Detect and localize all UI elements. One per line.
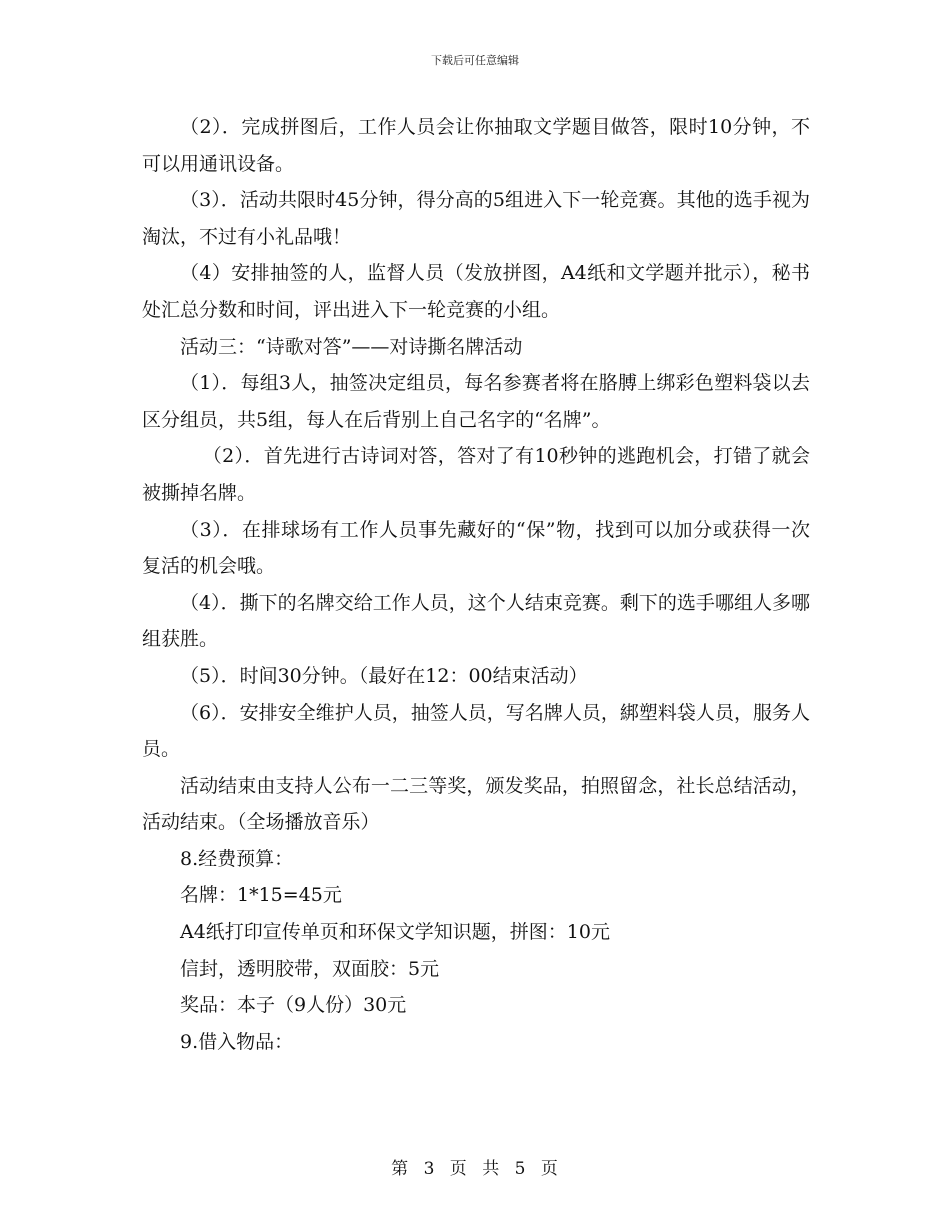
budget-item: 信封，透明胶带，双面胶：5元 — [180, 957, 440, 980]
paragraph: （2）．完成拼图后，工作人员会让你抽取文学题目做答，限时10分钟，不可以用通讯设备。 — [142, 116, 810, 175]
section-heading: 9.借入物品： — [180, 1030, 294, 1053]
section-heading: 8.经费预算： — [180, 847, 294, 870]
paragraph: （3）．在排球场有工作人员事先藏好的“保”物，找到可以加分或获得一次复活的机会哦。 — [142, 518, 810, 578]
paragraph: （4）．撕下的名牌交给工作人员，这个人结束竞赛。剩下的选手哪组人多哪组获胜。 — [142, 591, 810, 651]
paragraph: 活动结束由支持人公布一二三等奖，颁发奖品，拍照留念，社长总结活动，活动结束。（全场播放音乐） — [142, 774, 810, 834]
paragraph: （6）．安排安全维护人员，抽签人员，写名牌人员，綁塑料袋人员，服务人员。 — [142, 701, 810, 761]
budget-item: 奖品：本子（9人份）30元 — [180, 994, 407, 1017]
budget-item: A4纸打印宣传单页和环保文学知识题，拼图：10元 — [180, 921, 610, 944]
total-pages-number: 5 — [514, 1159, 527, 1179]
paragraph: （2）．首先进行古诗词对答，答对了有10秒钟的逃跑机会，打错了就会被撕掉名牌。 — [142, 445, 810, 504]
footer-label: 共 — [482, 1159, 501, 1179]
paragraph: （4）安排抽签的人，监督人员（发放拼图，A4纸和文学题并批示），秘书处汇总分数和时间，评出进入下一轮竞赛的小组。 — [142, 262, 810, 321]
footer-label: 页 — [540, 1159, 559, 1179]
document-body — [142, 109, 810, 1060]
paragraph: （5）．时间30分钟。（最好在12：00结束活动） — [180, 664, 588, 687]
paragraph: （1）．每组3人，抽签决定组员，每名参赛者将在胳膊上绑彩色塑料袋以去区分组员，共5组，每人在后背别上自己名字的“名牌”。 — [142, 372, 810, 431]
section-heading: 活动三：“诗歌对答”——对诗撕名牌活动 — [180, 335, 523, 358]
footer-label: 第 — [391, 1159, 410, 1179]
page-header: 下载后可任意编辑 — [431, 54, 519, 67]
current-page-number: 3 — [423, 1159, 436, 1179]
page-footer — [0, 1154, 950, 1179]
budget-item: 名牌：1*15=45元 — [180, 884, 342, 907]
paragraph: （3）．活动共限时45分钟，得分高的5组进入下一轮竞赛。其他的选手视为淘汰，不过有小礼品哦！ — [142, 189, 810, 248]
footer-label: 页 — [449, 1159, 468, 1179]
